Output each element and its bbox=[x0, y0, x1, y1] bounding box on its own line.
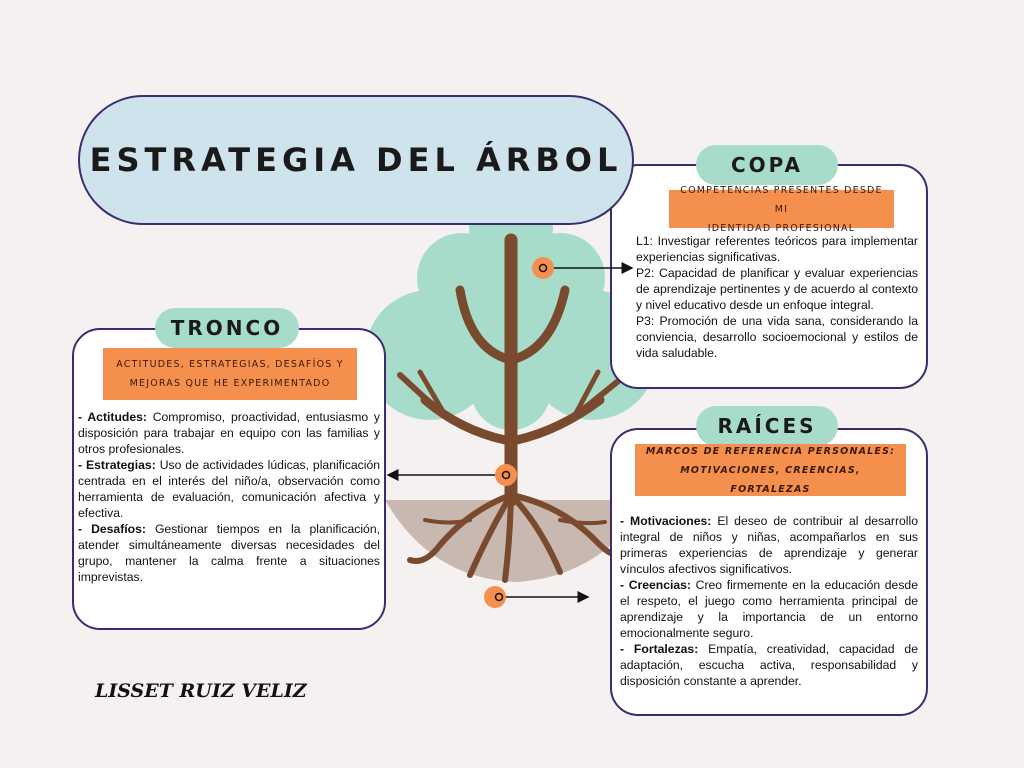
copa-subtitle bbox=[669, 184, 894, 234]
raices-tag-label: RAÍCES bbox=[717, 414, 817, 438]
fortalezas-text: Empatía, creatividad, capacidad de adaptación, escucha activa, responsabilidad y disposición constante a aprender. bbox=[620, 642, 918, 688]
raices-subtitle-line2: MOTIVACIONES, CREENCIAS, FORTALEZAS bbox=[680, 464, 861, 495]
raices-subtitle bbox=[635, 444, 906, 496]
creencias-label: - Creencias: bbox=[620, 578, 692, 592]
raices-subtitle-line1: MARCOS DE REFERENCIA PERSONALES: bbox=[645, 445, 896, 457]
copa-item-1: L1: Investigar referentes teóricos para implementar experiencias significativas. bbox=[636, 234, 918, 264]
desafios-label: - Desafíos: bbox=[78, 522, 146, 536]
copa-subtitle-line2: IDENTIDAD PROFESIONAL bbox=[707, 222, 856, 234]
page-title: ESTRATEGIA DEL ÁRBOL bbox=[89, 141, 623, 179]
raices-tag bbox=[696, 406, 838, 446]
copa-tag-label: COPA bbox=[731, 153, 803, 177]
raices-motivaciones bbox=[620, 513, 918, 577]
tronco-text bbox=[78, 409, 380, 585]
copa-tag bbox=[696, 145, 838, 185]
author-name: LISSET RUIZ VELIZ bbox=[95, 680, 307, 702]
tronco-subtitle-line2: MEJORAS QUE HE EXPERIMENTADO bbox=[129, 378, 331, 389]
copa-subtitle-line1: COMPETENCIAS PRESENTES DESDE MI bbox=[680, 184, 883, 215]
estrategias-text: Uso de actividades lúdicas, planificación centrada en el interés del niño/a, observación como herramienta de evaluación, comunicación afectiva y efectiva. bbox=[78, 458, 381, 520]
actitudes-text: Compromiso, proactividad, entusiasmo y disposición para trabajar en equipo con las familias y otros profesionales. bbox=[78, 410, 380, 456]
copa-text bbox=[636, 233, 918, 361]
tronco-tag-label: TRONCO bbox=[170, 316, 284, 340]
tronco-estrategias bbox=[78, 457, 380, 521]
raices-text bbox=[620, 513, 918, 689]
title-banner bbox=[78, 95, 634, 225]
copa-item-2: P2: Capacidad de planificar y evaluar experiencias de aprendizaje pertinentes y de acuerdo al contexto y nivel educativo desde un enfoque integral. bbox=[636, 266, 918, 312]
motivaciones-text: El deseo de contribuir al desarrollo integral de niños y niñas, acompañarlos en sus primeras experiencias de aprendizaje y generar vínculos afectivos significativos. bbox=[620, 514, 919, 576]
motivaciones-label: - Motivaciones: bbox=[620, 514, 712, 528]
tronco-subtitle bbox=[103, 348, 357, 400]
estrategias-label: - Estrategias: bbox=[78, 458, 156, 472]
raices-creencias bbox=[620, 577, 918, 641]
fortalezas-label: - Fortalezas: bbox=[620, 642, 699, 656]
creencias-text: Creo firmemente en la educación desde el respeto, el juego como herramienta principal de aprendizaje y la importancia de un entorno emocionalmente seguro. bbox=[620, 578, 918, 640]
tronco-actitudes bbox=[78, 409, 380, 457]
desafios-text: Gestionar tiempos en la planificación, atender simultáneamente diversas necesidades del grupo, mantener la calma frente a situaciones imprevistas. bbox=[78, 522, 380, 584]
tronco-subtitle-line1: ACTITUDES, ESTRATEGIAS, DESAFÍOS Y bbox=[116, 359, 344, 370]
copa-item-3: P3: Promoción de una vida sana, considerando la conviencia, desarrollo socioemocional y estilos de vida saludable. bbox=[636, 314, 918, 360]
tronco-tag bbox=[155, 308, 299, 348]
raices-fortalezas bbox=[620, 641, 918, 689]
tronco-desafios bbox=[78, 521, 380, 585]
actitudes-label: - Actitudes: bbox=[78, 410, 147, 424]
